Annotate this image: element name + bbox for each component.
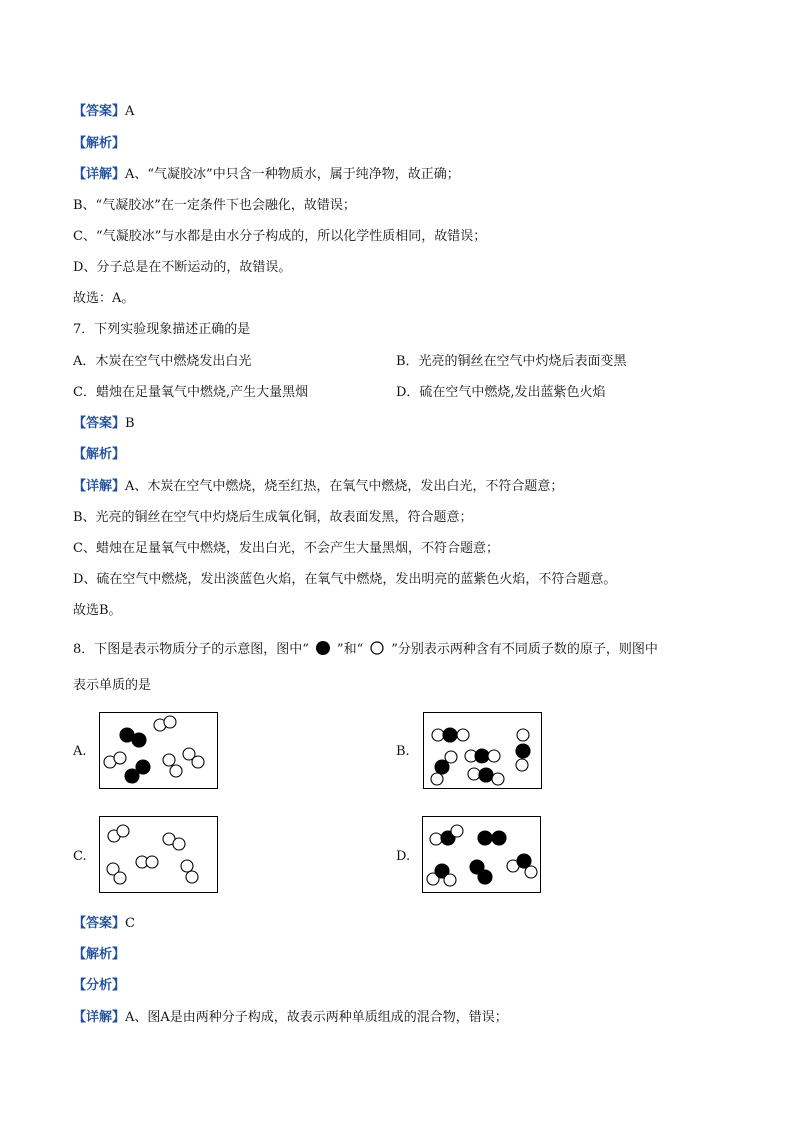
answer-tag: 【答案】 bbox=[73, 104, 126, 119]
q7-detail-b: B、光亮的铜丝在空气中灼烧后生成氧化铜，故表面发黑，符合题意； bbox=[73, 510, 473, 525]
figure-b-box bbox=[423, 712, 542, 789]
q7-conclusion: 故选B。 bbox=[73, 603, 122, 618]
q7-option-d: D．硫在空气中燃烧,发出蓝紫色火焰 bbox=[396, 385, 606, 400]
figure-b-label: B. bbox=[396, 744, 410, 759]
figure-c-box bbox=[99, 816, 218, 893]
q8-stem-line2: 表示单质的是 bbox=[73, 678, 152, 693]
q7-detail-c: C、蜡烛在足量氧气中燃烧，发出白光，不会产生大量黑烟，不符合题意； bbox=[73, 541, 499, 556]
q6-detail-d: D、分子总是在不断运动的，故错误。 bbox=[73, 260, 292, 275]
q7-answer-value: B bbox=[125, 416, 135, 431]
q7-stem: 7．下列实验现象描述正确的是 bbox=[73, 322, 251, 337]
q8-analysis-heading: 【解析】 bbox=[73, 947, 126, 962]
figure-c-molecules bbox=[100, 817, 219, 894]
answer-value: A bbox=[125, 104, 135, 119]
q7-analysis-heading: 【解析】 bbox=[73, 447, 126, 462]
figure-a-box bbox=[99, 712, 218, 789]
analysis-tag: 解析 bbox=[86, 136, 113, 151]
q6-detail-a: 【详解】A、“气凝胶冰”中只含一种物质水，属于纯净物，故正确； bbox=[73, 167, 460, 182]
q7-option-c: C．蜡烛在足量氧气中燃烧,产生大量黑烟 bbox=[73, 385, 309, 400]
q8-detail-a: 【详解】A、图A是由两种分子构成，故表示两种单质组成的混合物，错误； bbox=[73, 1010, 508, 1025]
q7-detail-d: D、硫在空气中燃烧，发出淡蓝色火焰，在氧气中燃烧，发出明亮的蓝紫色火焰，不符合题意。 bbox=[73, 572, 617, 587]
figure-b-molecules bbox=[424, 713, 543, 790]
figure-d-box bbox=[422, 816, 541, 893]
figure-a-label: A. bbox=[73, 744, 87, 759]
q7-option-a: A．木炭在空气中燃烧发出白光 bbox=[73, 354, 252, 369]
filled-atom-icon bbox=[315, 640, 331, 656]
figure-a-molecules bbox=[100, 713, 219, 790]
figure-c-label: C. bbox=[73, 849, 87, 864]
q8-fenxi-heading: 【分析】 bbox=[73, 978, 126, 993]
q6-detail-b: B、“气凝胶冰”在一定条件下也会融化，故错误； bbox=[73, 198, 356, 213]
q6-answer-line bbox=[73, 104, 134, 120]
q7-detail-a: 【详解】A、木炭在空气中燃烧，烧至红热，在氧气中燃烧，发出白光，不符合题意； bbox=[73, 479, 564, 494]
q6-conclusion: 故选：A。 bbox=[73, 291, 135, 306]
q8-stem: 8．下图是表示物质分子的示意图，图中“ ”和“ ”分别表示两种含有不同质子数的原子，则图中 bbox=[73, 642, 658, 657]
q6-detail-c: C、“气凝胶冰”与水都是由水分子构成的，所以化学性质相同，故错误； bbox=[73, 229, 487, 244]
figure-d-label: D. bbox=[396, 849, 411, 864]
q8-answer-line: 【答案】C bbox=[73, 916, 135, 931]
q6-analysis-heading: 【解析】 bbox=[73, 136, 126, 151]
q7-option-b: B．光亮的铜丝在空气中灼烧后表面变黑 bbox=[396, 354, 627, 369]
hollow-atom-icon bbox=[369, 640, 385, 656]
figure-d-molecules bbox=[423, 817, 542, 894]
q8-answer-value: C bbox=[125, 916, 135, 931]
q7-answer-line: 【答案】B bbox=[73, 416, 135, 431]
